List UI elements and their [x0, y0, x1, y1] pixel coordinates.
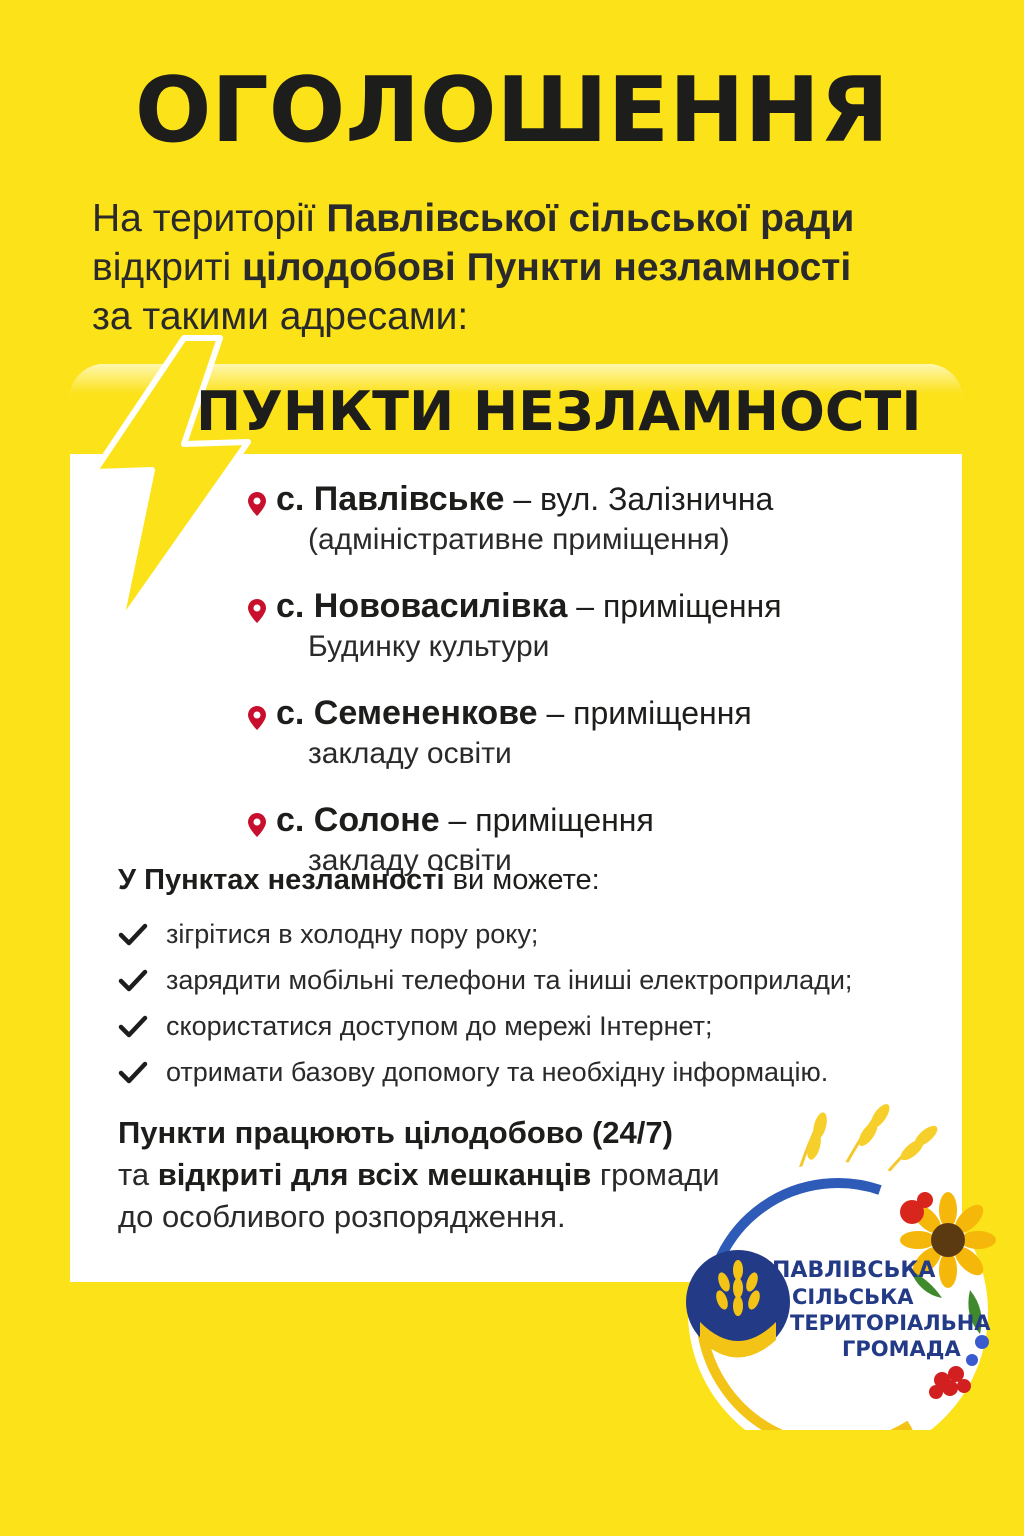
- location-name: с. Нововасилівка: [276, 587, 568, 625]
- footer-line-1: Пункти працюють цілодобово (24/7): [118, 1115, 673, 1150]
- location-detail: – приміщення: [537, 695, 752, 731]
- checkmark-icon: [118, 922, 148, 948]
- community-name-line: ТЕРИТОРІАЛЬНА: [790, 1311, 991, 1335]
- location-subdetail: закладу освіти: [308, 737, 512, 770]
- service-item: зігрітися в холодну пору року;: [118, 914, 978, 960]
- footer-line-2: та відкриті для всіх мешканців громади: [118, 1157, 720, 1192]
- location-item: [248, 692, 948, 774]
- card-title: ПУНКТИ НЕЗЛАМНОСТІ: [196, 380, 922, 443]
- service-item: зарядити мобільні телефони та іниші електроприлади;: [118, 960, 978, 1006]
- location-pin-icon: [248, 813, 266, 837]
- location-name: с. Солоне: [276, 801, 440, 839]
- location-pin-icon: [248, 706, 266, 730]
- location-detail: – приміщення: [567, 588, 782, 624]
- community-name-line: СІЛЬСЬКА: [792, 1285, 914, 1309]
- services-title: У Пунктах незламності ви можете:: [118, 864, 600, 896]
- service-item: скористатися доступом до мережі Інтернет;: [118, 1006, 978, 1052]
- location-pin-icon: [248, 492, 266, 516]
- community-name: [772, 1258, 991, 1362]
- location-subdetail: закладу освіти: [308, 844, 512, 877]
- intro-line-3: за такими адресами:: [92, 295, 469, 338]
- checkmark-icon: [118, 1060, 148, 1086]
- location-name: с. Семененкове: [276, 694, 538, 732]
- location-subdetail: Будинку культури: [308, 630, 550, 663]
- checkmark-icon: [118, 1014, 148, 1040]
- location-name: с. Павлівське: [276, 480, 505, 518]
- community-name-line: ГРОМАДА: [842, 1337, 961, 1361]
- intro-line-1: На території Павлівської сільської ради: [92, 197, 855, 240]
- lightning-bolt-icon: [80, 332, 260, 632]
- location-pin-icon: [248, 599, 266, 623]
- checkmark-icon: [118, 968, 148, 994]
- community-name-line: ПАВЛІВСЬКА: [772, 1258, 936, 1283]
- location-item: [248, 478, 948, 560]
- location-detail: – вул. Залізнична: [504, 481, 774, 517]
- location-item: [248, 585, 948, 667]
- location-detail: – приміщення: [439, 802, 654, 838]
- services-section: [118, 860, 978, 1098]
- intro-line-2: відкриті цілодобові Пункти незламності: [92, 246, 852, 289]
- footer-line-3: до особливого розпорядження.: [118, 1199, 566, 1234]
- service-item: отримати базову допомогу та необхідну інформацію.: [118, 1052, 978, 1098]
- headline: ОГОЛОШЕННЯ: [134, 58, 890, 163]
- intro-text: [92, 194, 972, 341]
- locations-list: [248, 478, 948, 906]
- location-subdetail: (адміністративне приміщення): [308, 523, 730, 556]
